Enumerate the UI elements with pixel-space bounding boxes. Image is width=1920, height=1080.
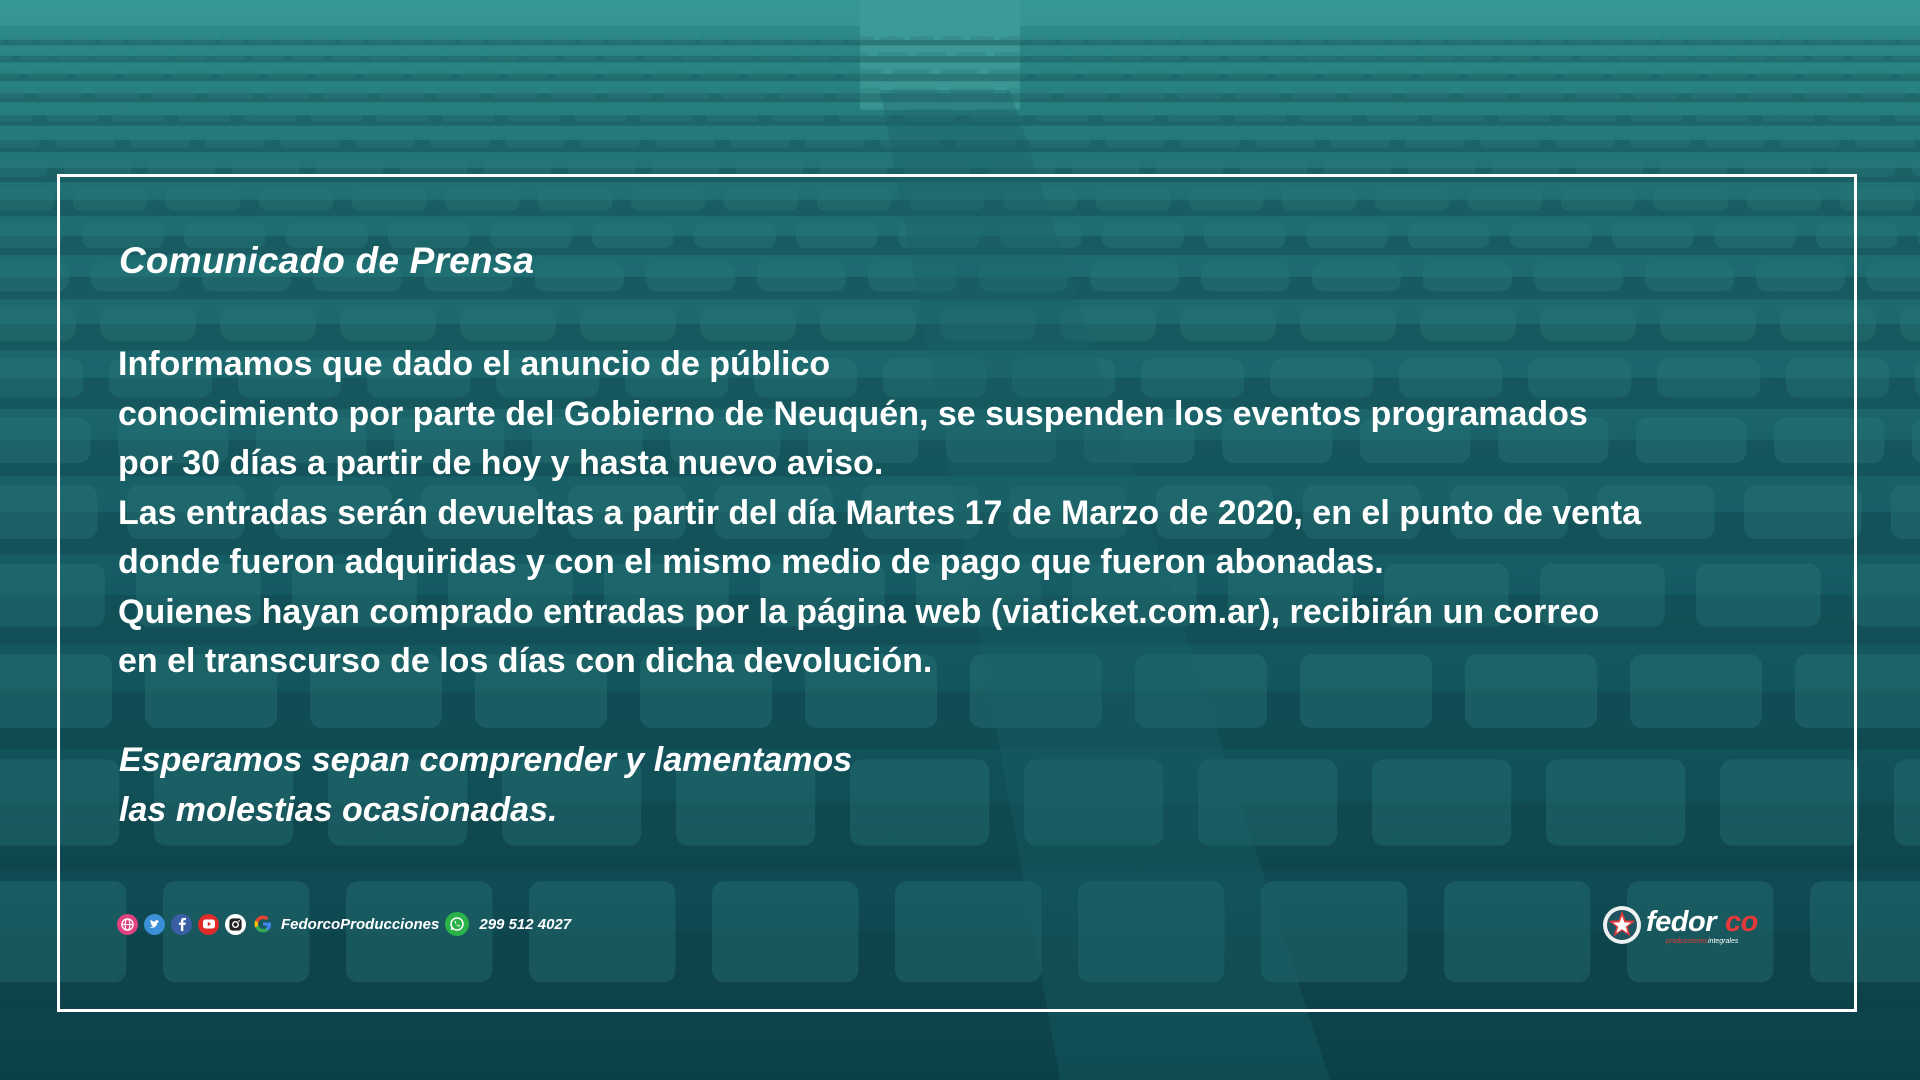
footer-contact [117, 912, 571, 936]
svg-text:integrales: integrales [1708, 938, 1739, 945]
svg-text:producciones: producciones [1666, 938, 1708, 945]
closing-line: Esperamos sepan comprender y lamentamos [119, 741, 853, 779]
announcement-closing [119, 736, 852, 835]
phone-number: 299 512 4027 [479, 915, 572, 933]
body-line: Informamos que dado el anuncio de público [118, 345, 831, 383]
body-line: en el transcurso de los días con dicha devolución. [118, 642, 933, 680]
facebook-icon[interactable] [171, 914, 192, 935]
announcement-body [118, 340, 1798, 687]
youtube-icon[interactable] [198, 914, 219, 935]
whatsapp-icon[interactable] [445, 912, 469, 936]
twitter-icon[interactable] [144, 914, 165, 935]
svg-text:co: co [1725, 906, 1758, 938]
body-line: donde fueron adquiridas y con el mismo medio de pago que fueron abonadas. [118, 543, 1384, 581]
body-line: Quienes hayan comprado entradas por la página web (viaticket.com.ar), recibirán un correo [118, 592, 1600, 631]
body-line: por 30 días a partir de hoy y hasta nuevo aviso. [118, 444, 884, 482]
fedorco-logo [1600, 900, 1760, 950]
www-icon[interactable] [117, 914, 138, 935]
body-line: conocimiento por parte del Gobierno de Neuquén, se suspenden los eventos programados [118, 394, 1588, 433]
body-line: Las entradas serán devueltas a partir del día Martes 17 de Marzo de 2020, en el punto de venta [118, 493, 1642, 532]
svg-text:fedor: fedor [1646, 906, 1716, 938]
closing-line: las molestias ocasionadas. [119, 790, 558, 829]
google-icon[interactable] [252, 914, 273, 935]
instagram-icon[interactable] [225, 914, 246, 935]
announcement-heading: Comunicado de Prensa [119, 240, 535, 281]
social-handle: FedorcoProducciones [281, 915, 440, 933]
